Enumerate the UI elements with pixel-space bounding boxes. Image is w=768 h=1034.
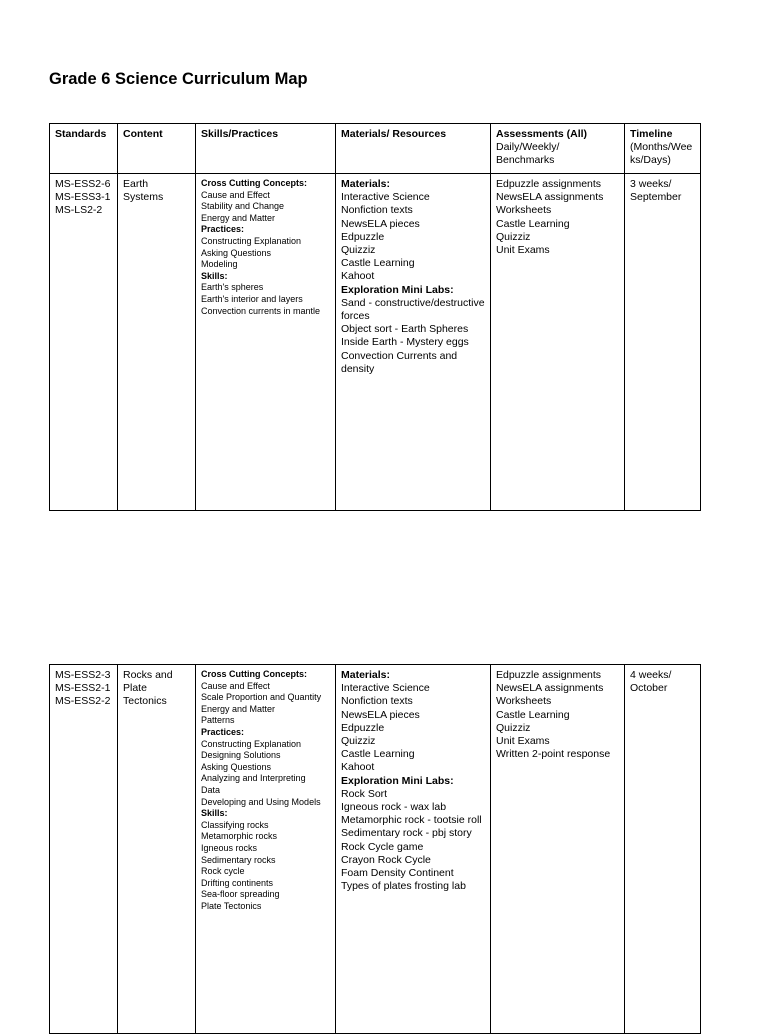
materials-line: Sedimentary rock - pbj story (341, 827, 472, 840)
assessments-cell (491, 665, 625, 1034)
materials-line: Edpuzzle (341, 230, 385, 243)
curriculum-table-earth-systems (49, 123, 701, 511)
skills-line: Practices: (201, 726, 245, 737)
standards-line: MS-ESS2-1 (55, 682, 111, 695)
skills-line: Convection currents in mantle (201, 305, 321, 316)
skills-line: Skills: (201, 808, 228, 819)
materials-line: Crayon Rock Cycle (341, 853, 431, 866)
skills-line: Constructing Explanation (201, 235, 302, 246)
materials-line: Igneous rock - wax lab (341, 801, 447, 814)
skills-line: Classifying rocks (201, 819, 269, 830)
standards-line: MS-ESS2-3 (55, 669, 111, 681)
content-cell (118, 665, 196, 1034)
materials-line: Quizziz (341, 735, 376, 748)
materials-cell (336, 174, 491, 511)
materials-line: Exploration Mini Labs: (341, 774, 454, 787)
header-timeline (625, 124, 701, 174)
skills-line: Energy and Matter (201, 703, 276, 714)
skills-line: Data (201, 784, 221, 795)
content-cell (118, 174, 196, 511)
materials-line: Edpuzzle (341, 721, 385, 734)
materials-line: Castle Learning (341, 257, 415, 270)
standards-line: MS-LS2-2 (55, 204, 103, 217)
timeline-text: 4 weeks/ October (630, 669, 672, 695)
header-content-label: Content (123, 128, 163, 140)
materials-line: Quizziz (341, 244, 376, 257)
materials-line: Rock Sort (341, 787, 388, 800)
standards-line: MS-ESS2-6 (55, 178, 111, 190)
assessments-line: Edpuzzle assignments (496, 669, 602, 681)
header-timeline-label: Timeline (630, 128, 673, 140)
standards-cell (50, 174, 118, 511)
assessments-line: Worksheets (496, 204, 552, 217)
assessments-line: Quizziz (496, 721, 531, 734)
skills-line: Igneous rocks (201, 842, 258, 853)
skills-line: Earth's interior and layers (201, 293, 303, 304)
skills-cell (196, 665, 336, 1034)
assessments-line: Castle Learning (496, 708, 570, 721)
materials-line: Foam Density Continent (341, 867, 454, 880)
skills-line: Constructing Explanation (201, 738, 302, 749)
materials-line: Interactive Science (341, 682, 430, 695)
header-content (118, 124, 196, 174)
standards-cell (50, 665, 118, 1034)
materials-line: Exploration Mini Labs: (341, 283, 454, 296)
assessments-line: Castle Learning (496, 217, 570, 230)
skills-line: Sea-floor spreading (201, 889, 280, 900)
header-materials-label: Materials/ Resources (341, 128, 447, 140)
assessments-line: Worksheets (496, 695, 552, 708)
skills-cell (196, 174, 336, 511)
skills-line: Cross Cutting Concepts: (201, 178, 308, 188)
skills-line: Plate Tectonics (201, 900, 262, 911)
skills-line: Asking Questions (201, 761, 272, 772)
skills-line: Cross Cutting Concepts: (201, 669, 308, 679)
skills-line: Designing Solutions (201, 750, 281, 761)
assessments-line: Written 2-point response (496, 748, 611, 761)
content-text: Earth Systems (123, 178, 164, 204)
timeline-text: 3 weeks/ September (630, 178, 682, 204)
materials-line: Metamorphic rock - tootsie roll (341, 814, 482, 827)
skills-line: Rock cycle (201, 866, 245, 877)
materials-line: Kahoot (341, 270, 375, 283)
materials-line: Rock Cycle game (341, 840, 424, 853)
header-assessments-label: Assessments (All) (496, 128, 588, 140)
materials-line: Castle Learning (341, 748, 415, 761)
header-standards (50, 124, 118, 174)
materials-line: NewsELA pieces (341, 217, 420, 230)
materials-line: Nonfiction texts (341, 695, 413, 708)
skills-line: Modeling (201, 259, 238, 270)
materials-line: Object sort - Earth Spheres (341, 323, 469, 336)
materials-line: Interactive Science (341, 191, 430, 204)
skills-line: Patterns (201, 715, 235, 726)
materials-line: NewsELA pieces (341, 708, 420, 721)
header-skills-label: Skills/Practices (201, 128, 279, 140)
header-materials (336, 124, 491, 174)
skills-line: Cause and Effect (201, 189, 270, 200)
assessments-line: Edpuzzle assignments (496, 178, 602, 190)
materials-cell (336, 665, 491, 1034)
standards-line: MS-ESS3-1 (55, 191, 111, 204)
skills-line: Earth's spheres (201, 282, 264, 293)
assessments-line: Unit Exams (496, 244, 550, 257)
curriculum-table-rocks-plate-tectonics (49, 664, 701, 1034)
skills-line: Stability and Change (201, 201, 285, 212)
skills-line: Practices: (201, 224, 245, 235)
skills-line: Developing and Using Models (201, 796, 321, 807)
unit-row (50, 174, 701, 511)
header-standards-label: Standards (55, 128, 107, 140)
materials-line: Materials: (341, 178, 391, 190)
unit-row (50, 665, 701, 1034)
skills-line: Sedimentary rocks (201, 854, 276, 865)
header-skills (196, 124, 336, 174)
header-timeline-sub: (Months/Wee ks/Days) (630, 141, 693, 167)
materials-line: Materials: (341, 669, 391, 681)
skills-line: Skills: (201, 270, 228, 281)
assessments-line: NewsELA assignments (496, 682, 604, 695)
materials-line: Inside Earth - Mystery eggs (341, 336, 469, 349)
skills-line: Cause and Effect (201, 680, 270, 691)
materials-line: Sand - constructive/destructive forces (341, 296, 485, 323)
page-title: Grade 6 Science Curriculum Map (49, 70, 308, 88)
assessments-cell (491, 174, 625, 511)
content-text: Rocks and Plate Tectonics (123, 669, 173, 708)
skills-line: Metamorphic rocks (201, 831, 278, 842)
header-assessments (491, 124, 625, 174)
materials-line: Types of plates frosting lab (341, 880, 466, 893)
timeline-cell (625, 174, 701, 511)
materials-line: Convection Currents and density (341, 349, 458, 375)
materials-line: Nonfiction texts (341, 204, 413, 217)
skills-line: Energy and Matter (201, 212, 276, 223)
timeline-cell (625, 665, 701, 1034)
skills-line: Asking Questions (201, 247, 272, 258)
standards-line: MS-ESS2-2 (55, 695, 111, 708)
skills-line: Scale Proportion and Quantity (201, 692, 322, 703)
skills-line: Analyzing and Interpreting (201, 773, 306, 784)
table-header-row (50, 124, 701, 174)
header-assessments-sub: Daily/Weekly/ Benchmarks (496, 141, 560, 167)
assessments-line: Quizziz (496, 230, 531, 243)
assessments-line: NewsELA assignments (496, 191, 604, 204)
materials-line: Kahoot (341, 761, 375, 774)
skills-line: Drifting continents (201, 877, 274, 888)
assessments-line: Unit Exams (496, 735, 550, 748)
